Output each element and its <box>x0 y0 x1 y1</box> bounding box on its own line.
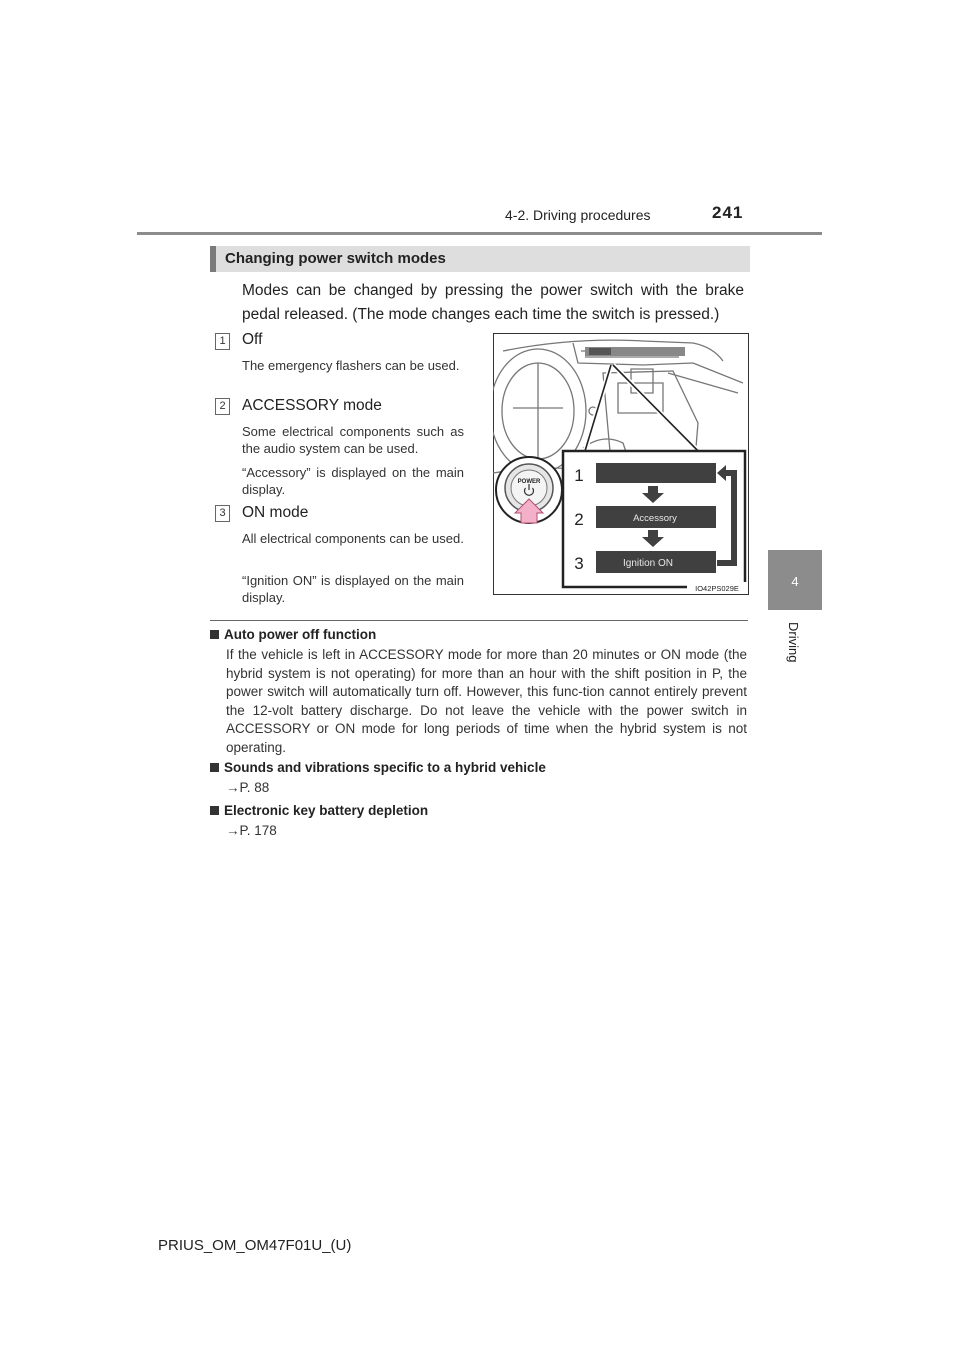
note-ref-sounds: →P. 88 <box>226 780 270 795</box>
square-bullet-icon <box>210 763 219 772</box>
figure-code: IO42PS029E <box>695 584 739 593</box>
step-number-1: 1 <box>574 466 584 485</box>
chapter-tab-label-box <box>768 610 822 670</box>
note-heading-auto-power-off <box>210 627 376 642</box>
header-section-title: 4-2. Driving procedures <box>505 207 651 223</box>
step-number-3: 3 <box>574 554 584 573</box>
note-heading-text: Sounds and vibrations specific to a hybrid vehicle <box>224 760 546 775</box>
display-ignition-text: Ignition ON <box>622 558 674 569</box>
note-heading-text: Auto power off function <box>224 627 377 642</box>
intro-paragraph: Modes can be changed by pressing the power switch with the brake pedal released. (The mode changes each time the switch is pressed.) <box>242 282 744 323</box>
section-heading-text: Changing power switch modes <box>225 250 446 267</box>
chapter-tab <box>768 550 822 610</box>
display-accessory-text: Accessory <box>633 513 677 524</box>
note-body-auto-power-off: If the vehicle is left in ACCESSORY mode for more than 20 minutes or ON mode (the hybrid system is not operating) for more than an hour with the shift position in P, the power switch will automatically turn off. However, this func-tion cannot entirely prevent the 12-volt battery discharge. Do not leave the vehicle with the power switch in ACCESSORY or ON mode for long periods of time when the hybrid system is not operating. <box>226 647 747 755</box>
notes-divider <box>210 620 748 621</box>
item-title-off: Off <box>242 331 263 348</box>
item-desc-accessory-1: Some electrical components such as the audio system can be used. <box>242 424 464 456</box>
item-desc-on-2: “Ignition ON” is displayed on the main display. <box>242 573 464 605</box>
square-bullet-icon <box>210 630 219 639</box>
item-number-2: 2 <box>215 398 230 415</box>
section-heading <box>210 246 750 272</box>
power-button-label: POWER <box>517 479 541 485</box>
item-title-on: ON mode <box>242 504 309 521</box>
item-title-accessory: ACCESSORY mode <box>242 397 382 414</box>
power-switch-illustration <box>493 333 749 595</box>
item-number-3: 3 <box>215 505 230 522</box>
document-code-footer: PRIUS_OM_OM47F01U_(U) <box>158 1237 352 1254</box>
illustration-svg <box>493 333 749 595</box>
item-desc-accessory-2: “Accessory” is displayed on the main display. <box>242 465 464 497</box>
item-number-1: 1 <box>215 333 230 350</box>
note-ref-key-battery: →P. 178 <box>226 823 277 838</box>
item-desc-off: The emergency flashers can be used. <box>242 358 460 373</box>
square-bullet-icon <box>210 806 219 815</box>
chapter-tab-label: Driving <box>786 622 801 663</box>
chapter-tab-number: 4 <box>791 574 799 589</box>
note-heading-key-battery <box>210 803 428 818</box>
note-heading-text: Electronic key battery depletion <box>224 803 429 818</box>
display-off <box>596 463 716 483</box>
header-rule <box>137 232 822 235</box>
page-number: 241 <box>712 203 744 222</box>
item-desc-on-1: All electrical components can be used. <box>242 531 464 546</box>
section-heading-bar <box>210 246 216 272</box>
step-number-2: 2 <box>574 510 584 529</box>
note-heading-sounds <box>210 760 546 775</box>
